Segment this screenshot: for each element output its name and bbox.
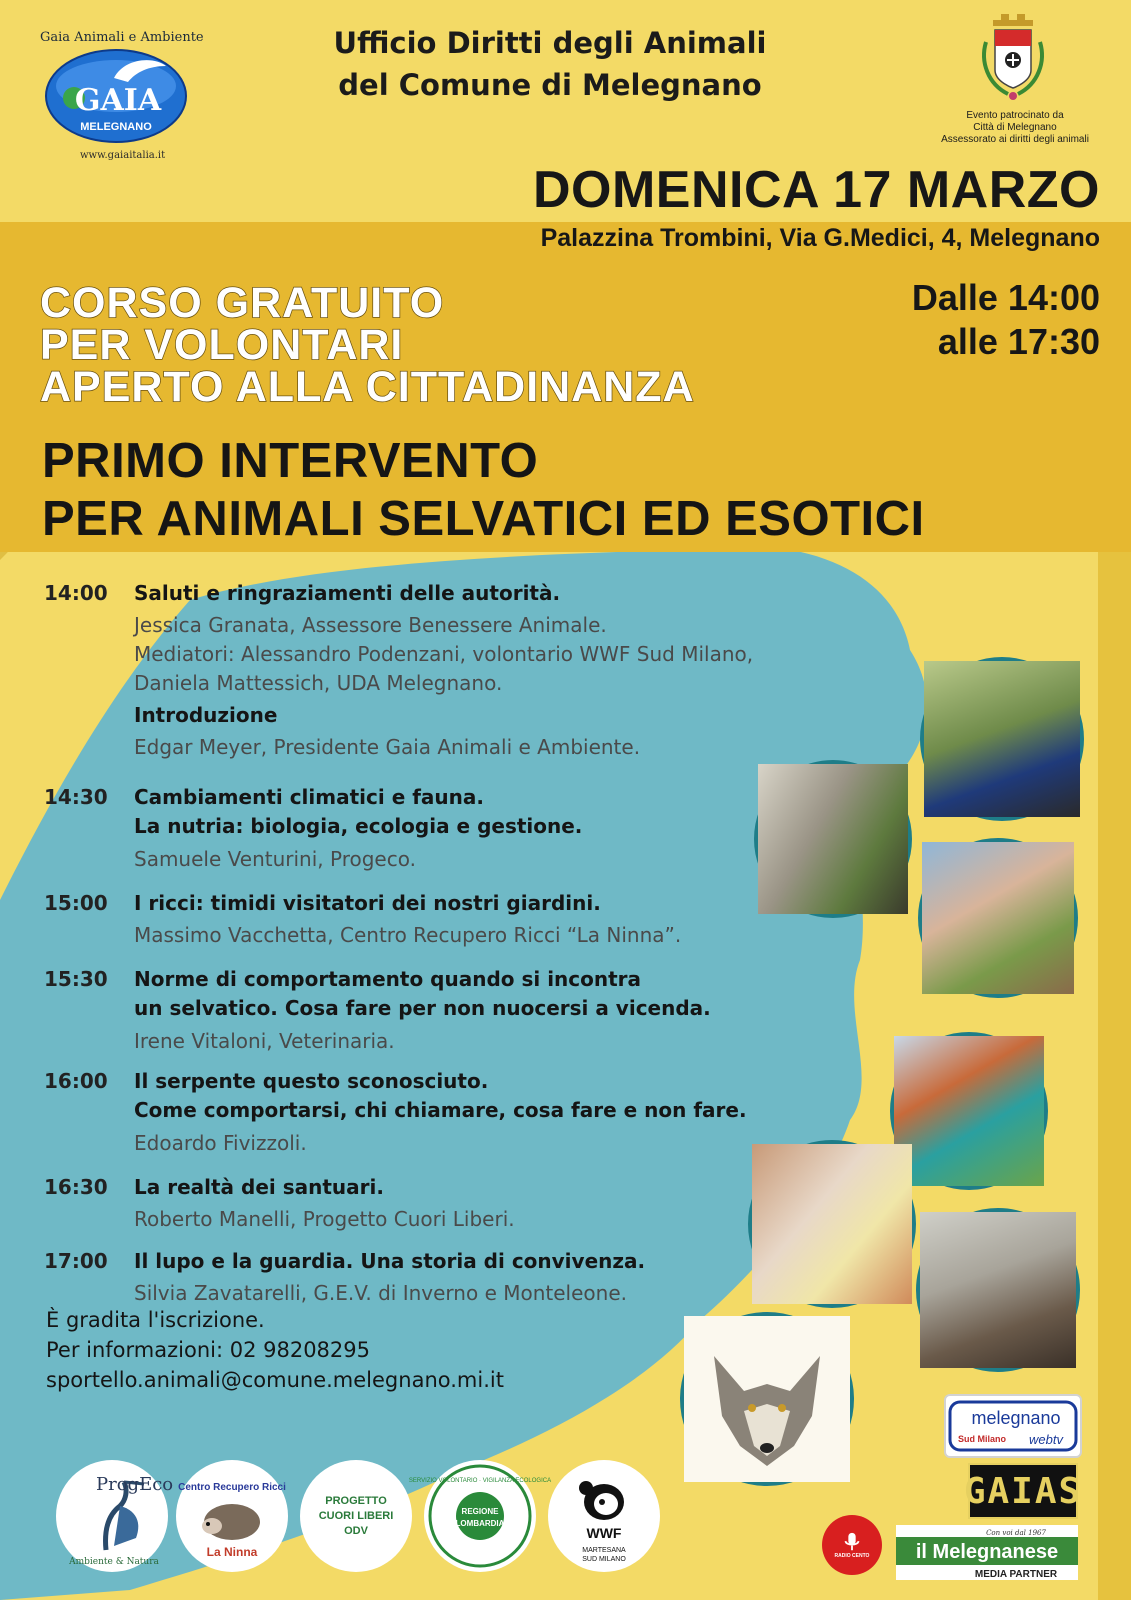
course-line-3: APERTO ALLA CITTADINANZA — [40, 363, 695, 411]
patronage-line-1: Evento patrocinato da — [966, 110, 1064, 121]
patronage-line-2: Città di Melegnano — [973, 122, 1057, 133]
rose-camuna-icon — [408, 1460, 552, 1572]
event-date: DOMENICA 17 MARZO — [532, 161, 1100, 219]
progeco-logo — [56, 1460, 174, 1572]
headline-line-2: PER ANIMALI SELVATICI ED ESOTICI — [42, 492, 925, 546]
office-line-2: del Comune di Melegnano — [338, 68, 762, 102]
program-title: La nutria: biologia, ecologia e gestione. — [134, 814, 583, 838]
ricci-logo — [176, 1460, 288, 1572]
program-speaker: Edgar Meyer, Presidente Gaia Animali e Ambiente. — [134, 735, 641, 759]
speaker-photo-vitaloni — [890, 1032, 1048, 1190]
program-title: La realtà dei santuari. — [134, 1175, 384, 1199]
ilmel-tag: Con voi dal 1967 — [986, 1529, 1046, 1537]
program-title: Introduzione — [134, 703, 278, 727]
program-title: Come comportarsi, chi chiamare, cosa fare e non fare. — [134, 1098, 747, 1122]
program-speaker: Samuele Venturini, Progeco. — [134, 847, 416, 871]
program-time: 15:00 — [44, 891, 108, 915]
course-line-1: CORSO GRATUITO — [40, 279, 445, 327]
ilmel-sub: MEDIA PARTNER — [974, 1569, 1058, 1580]
course-line-2: PER VOLONTARI — [40, 321, 404, 369]
gaia-logo-text: GAIA — [74, 83, 162, 118]
office-title — [270, 22, 830, 106]
cuori-line-1: PROGETTO — [325, 1494, 387, 1507]
radio-name: RADIO CENTO — [834, 1553, 870, 1559]
regione-ring: SERVIZIO VOLONTARIO · VIGILANZA ECOLOGICA — [408, 1478, 552, 1484]
program-time: 14:30 — [44, 785, 108, 809]
contact-info — [46, 1305, 504, 1395]
speaker-photo-venturini — [754, 760, 912, 918]
program-time: 16:30 — [44, 1175, 108, 1199]
program-title: Norme di comportamento quando si incontra — [134, 967, 642, 991]
newspaper-masthead — [896, 1525, 1078, 1580]
microphone-icon — [841, 1531, 863, 1553]
progeco-name: ProgEco — [96, 1474, 174, 1495]
program-time: 16:00 — [44, 1069, 108, 1093]
gaia-url: www.gaiaitalia.it — [80, 150, 166, 161]
office-line-1: Ufficio Diritti degli Animali — [333, 26, 767, 60]
program-time: 17:00 — [44, 1249, 108, 1273]
event-time-from: Dalle 14:00 — [911, 277, 1100, 318]
program-speaker: Roberto Manelli, Progetto Cuori Liberi. — [134, 1207, 515, 1231]
regione-line-1: REGIONE — [461, 1507, 499, 1516]
program-speaker: Massimo Vacchetta, Centro Recupero Ricci “La Ninna”. — [134, 923, 682, 947]
heron-icon — [56, 1460, 174, 1572]
progeco-sub: Ambiente & Natura — [69, 1557, 159, 1567]
cuori-line-2: CUORI LIBERI — [318, 1509, 394, 1522]
headline — [42, 432, 925, 548]
program-speaker: Jessica Granata, Assessore Benessere Animale. — [134, 613, 607, 637]
city-crest-icon — [978, 12, 1048, 106]
ricci-sub: La Ninna — [206, 1545, 258, 1559]
speaker-photo-fivizzoli — [916, 1208, 1080, 1372]
program-title: Il serpente questo sconosciuto. — [134, 1069, 489, 1093]
regione-lombardia-logo — [408, 1460, 552, 1572]
wolf-illustration — [680, 1312, 854, 1486]
melegnano-webtv-logo — [944, 1394, 1082, 1458]
program-time: 15:30 — [44, 967, 108, 991]
mtv-name: melegnano — [971, 1408, 1061, 1428]
regione-line-2: LOMBARDIA — [455, 1519, 505, 1528]
mtv-sub2: webtv — [1029, 1432, 1063, 1447]
contact-registration: È gradita l'iscrizione. — [46, 1308, 265, 1332]
patronage-line-3: Assessorato ai diritti degli animali — [941, 134, 1089, 145]
program-speaker: Irene Vitaloni, Veterinaria. — [134, 1029, 395, 1053]
program-speaker: Daniela Mattessich, UDA Melegnano. — [134, 671, 503, 695]
program-title: I ricci: timidi visitatori dei nostri giardini. — [134, 891, 601, 915]
patronage-text — [930, 110, 1100, 146]
program-title: Cambiamenti climatici e fauna. — [134, 785, 484, 809]
gaias-logo: GAIAS — [968, 1463, 1078, 1519]
program-speaker: Edoardo Fivizzoli. — [134, 1131, 307, 1155]
ilmelegnanese-logo — [896, 1525, 1078, 1580]
wwf-line-1: MARTESANA — [582, 1547, 626, 1554]
wwf-logo — [548, 1460, 660, 1572]
radio-logo — [822, 1515, 882, 1575]
event-time-to: alle 17:30 — [937, 321, 1100, 362]
gaia-name: Gaia Animali e Ambiente — [40, 30, 204, 45]
speaker-photo-meyer — [920, 657, 1084, 821]
mtv-sub1: Sud Milano — [958, 1434, 1006, 1444]
wwf-line-2: SUD MILANO — [582, 1556, 626, 1563]
ricci-name: Centro Recupero Ricci — [178, 1482, 286, 1493]
program-title: Il lupo e la guardia. Una storia di convivenza. — [134, 1249, 646, 1273]
panda-icon — [548, 1460, 660, 1572]
contact-phone: Per informazioni: 02 98208295 — [46, 1338, 371, 1362]
headline-line-1: PRIMO INTERVENTO — [42, 434, 539, 488]
cuori-liberi-logo — [300, 1460, 412, 1572]
speaker-photo-vacchetta — [918, 838, 1078, 998]
webtv-icon — [946, 1396, 1080, 1456]
event-time — [800, 276, 1100, 364]
wwf-name: WWF — [586, 1525, 622, 1541]
wolf-icon — [684, 1316, 850, 1482]
program-time: 14:00 — [44, 581, 108, 605]
gaia-logo-sub: MELEGNANO — [80, 121, 152, 133]
course-title — [40, 279, 695, 411]
ilmel-name: il Melegnanese — [915, 1541, 1059, 1563]
contact-email[interactable]: sportello.animali@comune.melegnano.mi.it — [46, 1368, 504, 1392]
event-venue: Palazzina Trombini, Via G.Medici, 4, Melegnano — [540, 224, 1100, 252]
program-speaker: Silvia Zavatarelli, G.E.V. di Inverno e Monteleone. — [134, 1281, 627, 1305]
gaia-logo — [44, 48, 188, 144]
cuori-line-3: ODV — [344, 1524, 368, 1537]
speaker-photo-manelli — [748, 1140, 916, 1308]
program-speaker: Mediatori: Alessandro Podenzani, volontario WWF Sud Milano, — [134, 642, 754, 666]
program-title: Saluti e ringraziamenti delle autorità. — [134, 581, 561, 605]
program-title: un selvatico. Cosa fare per non nuocersi a vicenda. — [134, 996, 711, 1020]
hedgehog-icon — [176, 1460, 288, 1572]
